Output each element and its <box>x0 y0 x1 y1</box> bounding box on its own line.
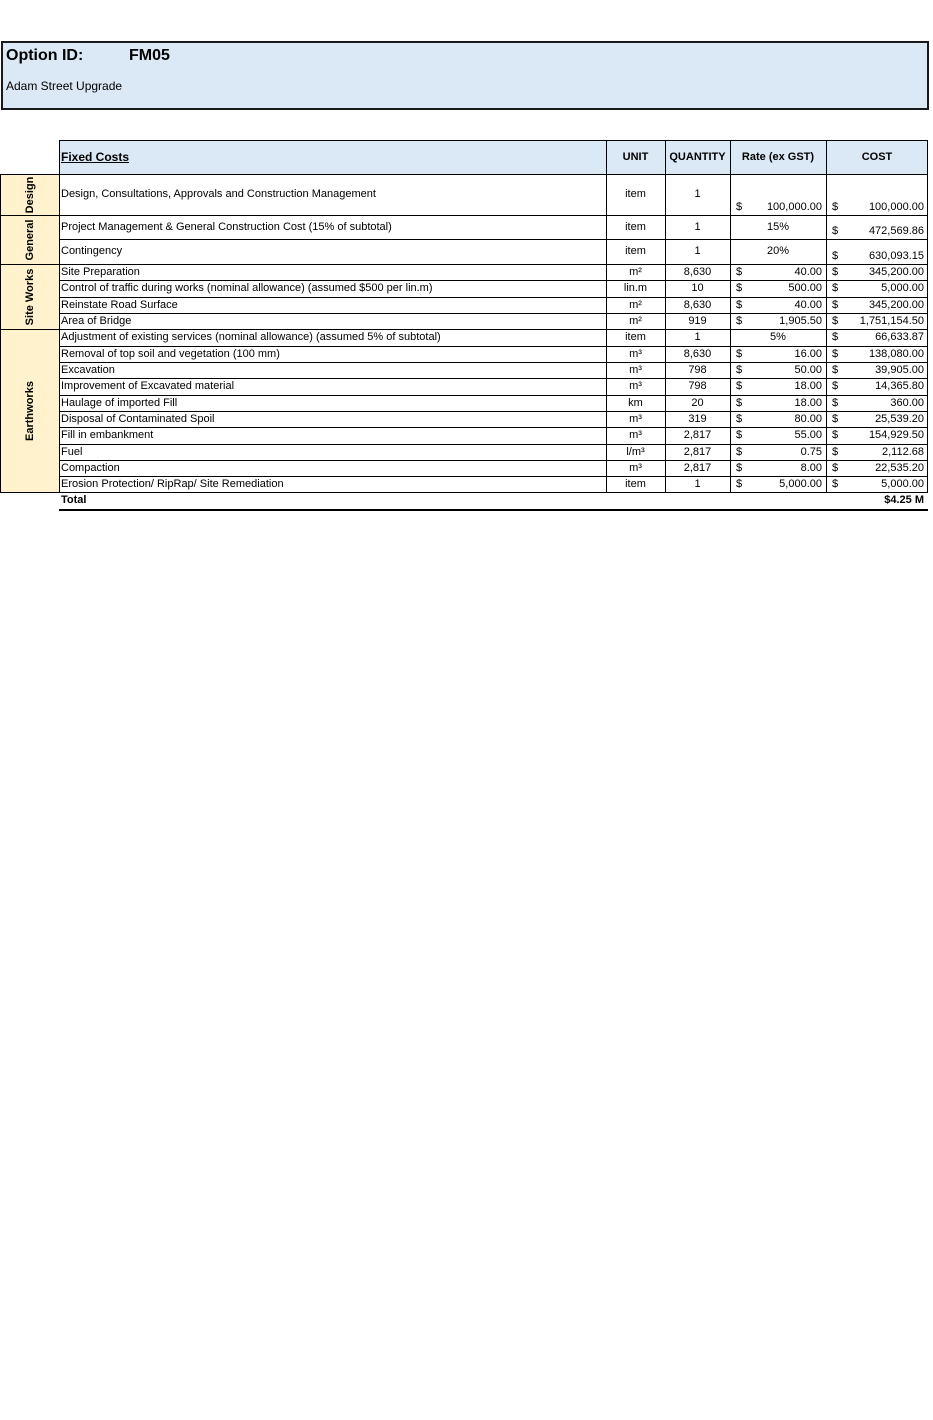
row-description: Design, Consultations, Approvals and Construction Management <box>61 188 376 200</box>
row-rate-value: 8.00 <box>800 462 822 474</box>
row-rate-currency: $ <box>736 299 743 311</box>
row-border <box>59 460 928 461</box>
row-description: Excavation <box>61 364 115 376</box>
row-unit: item <box>625 245 646 257</box>
row-unit: m³ <box>629 429 642 441</box>
row-cost-value: 345,200.00 <box>868 266 924 278</box>
row-unit: m² <box>629 315 642 327</box>
row-rate-value: 1,905.50 <box>779 315 822 327</box>
group-label: Site Works <box>23 268 36 325</box>
row-border <box>0 492 928 493</box>
row-cost-value: 66,633.87 <box>875 331 924 343</box>
row-cost-currency: $ <box>832 462 839 474</box>
row-unit: item <box>625 478 646 490</box>
row-quantity: 1 <box>694 188 701 200</box>
row-border <box>59 264 928 265</box>
row-quantity: 20 <box>691 397 704 409</box>
row-description: Adjustment of existing services (nominal allowance) (assumed 5% of subtotal) <box>61 331 441 343</box>
row-quantity: 798 <box>688 364 707 376</box>
row-cost-currency: $ <box>832 429 839 441</box>
row-rate-currency: $ <box>736 348 743 360</box>
row-rate-percent: 15% <box>766 221 790 233</box>
row-description: Control of traffic during works (nominal allowance) (assumed $500 per lin.m) <box>61 282 433 294</box>
column-border <box>59 140 60 492</box>
total-value: $4.25 M <box>884 494 924 506</box>
option-id-value: FM05 <box>129 47 170 64</box>
row-cost-value: 39,905.00 <box>875 364 924 376</box>
row-unit: km <box>628 397 643 409</box>
row-description: Contingency <box>61 245 123 257</box>
total-label: Total <box>61 494 87 506</box>
row-quantity: 8,630 <box>683 266 712 278</box>
row-border <box>59 329 928 330</box>
row-description: Reinstate Road Surface <box>61 299 178 311</box>
row-quantity: 8,630 <box>683 348 712 360</box>
row-cost-value: 630,093.15 <box>868 250 924 262</box>
column-border <box>665 140 666 492</box>
row-rate-value: 40.00 <box>794 266 822 278</box>
row-unit: m³ <box>629 380 642 392</box>
group-label: Earthworks <box>23 380 36 441</box>
row-rate-currency: $ <box>736 413 743 425</box>
row-cost-currency: $ <box>832 397 839 409</box>
total-bottom-border <box>59 509 928 511</box>
row-border <box>59 427 928 428</box>
row-quantity: 1 <box>694 478 701 490</box>
row-cost-currency: $ <box>832 331 839 343</box>
row-quantity: 2,817 <box>683 462 712 474</box>
cost-table <box>0 140 928 512</box>
row-cost-currency: $ <box>832 413 839 425</box>
row-description: Site Preparation <box>61 266 140 278</box>
row-border <box>59 280 928 281</box>
row-quantity: 1 <box>694 331 701 343</box>
row-description: Haulage of imported Fill <box>61 397 178 409</box>
row-cost-value: 360.00 <box>890 397 924 409</box>
row-cost-value: 2,112.68 <box>881 446 924 458</box>
row-cost-value: 1,751,154.50 <box>859 315 924 327</box>
option-header <box>1 41 929 110</box>
unit-header: UNIT <box>622 151 649 163</box>
row-unit: item <box>625 331 646 343</box>
group-band-earthworks <box>0 329 59 492</box>
row-rate-value: 0.75 <box>800 446 822 458</box>
group-band-design <box>0 174 59 215</box>
row-unit: m³ <box>629 462 642 474</box>
row-border <box>59 362 928 363</box>
column-border <box>927 140 928 492</box>
row-rate-currency: $ <box>736 364 743 376</box>
group-label: Design <box>23 176 36 213</box>
row-cost-currency: $ <box>832 364 839 376</box>
row-cost-currency: $ <box>832 266 839 278</box>
column-border <box>730 140 731 492</box>
group-band-general <box>0 215 59 264</box>
row-quantity: 319 <box>688 413 707 425</box>
group-border <box>0 264 59 265</box>
cost-header: COST <box>861 151 893 163</box>
row-rate-value: 50.00 <box>794 364 822 376</box>
row-quantity: 1 <box>694 245 701 257</box>
row-border <box>59 411 928 412</box>
row-border <box>59 313 928 314</box>
row-quantity: 8,630 <box>683 299 712 311</box>
row-quantity: 10 <box>691 282 704 294</box>
row-border <box>59 239 928 240</box>
row-cost-value: 345,200.00 <box>868 299 924 311</box>
row-cost-currency: $ <box>832 380 839 392</box>
table-top-border <box>59 140 928 141</box>
option-id-label: Option ID: <box>6 47 84 64</box>
row-description: Disposal of Contaminated Spoil <box>61 413 215 425</box>
row-quantity: 1 <box>694 221 701 233</box>
row-rate-value: 55.00 <box>794 429 822 441</box>
group-label: General <box>23 219 36 260</box>
row-description: Project Management & General Construction Cost (15% of subtotal) <box>61 221 392 233</box>
row-border <box>59 395 928 396</box>
row-unit: lin.m <box>623 282 648 294</box>
row-quantity: 798 <box>688 380 707 392</box>
row-unit: l/m³ <box>626 446 645 458</box>
row-unit: m² <box>629 299 642 311</box>
row-border <box>59 215 928 216</box>
row-rate-currency: $ <box>736 446 743 458</box>
row-description: Fill in embankment <box>61 429 154 441</box>
row-unit: m² <box>629 266 642 278</box>
row-cost-currency: $ <box>832 250 839 262</box>
row-border <box>59 476 928 477</box>
row-cost-currency: $ <box>832 348 839 360</box>
row-rate-currency: $ <box>736 429 743 441</box>
project-subtitle: Adam Street Upgrade <box>6 79 123 93</box>
row-rate-currency: $ <box>736 201 743 213</box>
row-rate-value: 100,000.00 <box>766 201 822 213</box>
row-cost-value: 25,539.20 <box>875 413 924 425</box>
row-rate-currency: $ <box>736 462 743 474</box>
row-unit: item <box>625 221 646 233</box>
row-rate-currency: $ <box>736 266 743 278</box>
row-rate-value: 40.00 <box>794 299 822 311</box>
row-cost-currency: $ <box>832 315 839 327</box>
row-quantity: 2,817 <box>683 446 712 458</box>
row-cost-currency: $ <box>832 446 839 458</box>
row-rate-value: 16.00 <box>794 348 822 360</box>
row-rate-currency: $ <box>736 380 743 392</box>
row-unit: m³ <box>629 348 642 360</box>
row-rate-value: 18.00 <box>794 380 822 392</box>
row-cost-value: 5,000.00 <box>881 282 924 294</box>
quantity-header: QUANTITY <box>669 151 726 163</box>
row-cost-currency: $ <box>832 299 839 311</box>
row-cost-currency: $ <box>832 225 839 237</box>
row-cost-value: 472,569.86 <box>868 225 924 237</box>
row-rate-currency: $ <box>736 397 743 409</box>
row-description: Erosion Protection/ RipRap/ Site Remediation <box>61 478 284 490</box>
group-band-site-works <box>0 264 59 329</box>
row-border <box>59 444 928 445</box>
row-rate-value: 5,000.00 <box>779 478 822 490</box>
row-unit: item <box>625 188 646 200</box>
row-description: Compaction <box>61 462 120 474</box>
row-rate-value: 500.00 <box>788 282 822 294</box>
fixed-costs-header: Fixed Costs <box>61 150 130 164</box>
group-left-border <box>0 174 1 492</box>
header-bottom-border <box>0 174 928 175</box>
row-cost-value: 154,929.50 <box>868 429 924 441</box>
row-description: Fuel <box>61 446 83 458</box>
row-border <box>59 346 928 347</box>
row-cost-value: 14,365.80 <box>875 380 924 392</box>
row-border <box>59 378 928 379</box>
row-rate-currency: $ <box>736 478 743 490</box>
rate-header: Rate (ex GST) <box>741 151 815 163</box>
row-rate-percent: 20% <box>766 245 790 257</box>
row-rate-currency: $ <box>736 315 743 327</box>
row-quantity: 919 <box>688 315 707 327</box>
group-border <box>0 329 59 330</box>
column-border <box>826 140 827 492</box>
row-unit: m³ <box>629 413 642 425</box>
row-rate-value: 18.00 <box>794 397 822 409</box>
row-cost-value: 22,535.20 <box>875 462 924 474</box>
row-quantity: 2,817 <box>683 429 712 441</box>
row-border <box>59 297 928 298</box>
row-cost-value: 138,080.00 <box>868 348 924 360</box>
row-unit: m³ <box>629 364 642 376</box>
row-description: Area of Bridge <box>61 315 132 327</box>
row-cost-currency: $ <box>832 201 839 213</box>
group-border <box>0 215 59 216</box>
row-rate-percent: 5% <box>770 331 786 343</box>
row-rate-value: 80.00 <box>794 413 822 425</box>
group-border <box>0 492 59 493</box>
row-cost-currency: $ <box>832 478 839 490</box>
row-cost-currency: $ <box>832 282 839 294</box>
row-rate-currency: $ <box>736 282 743 294</box>
row-cost-value: 5,000.00 <box>881 478 924 490</box>
row-description: Improvement of Excavated material <box>61 380 235 392</box>
row-description: Removal of top soil and vegetation (100 mm) <box>61 348 280 360</box>
row-cost-value: 100,000.00 <box>868 201 924 213</box>
column-border <box>606 140 607 492</box>
